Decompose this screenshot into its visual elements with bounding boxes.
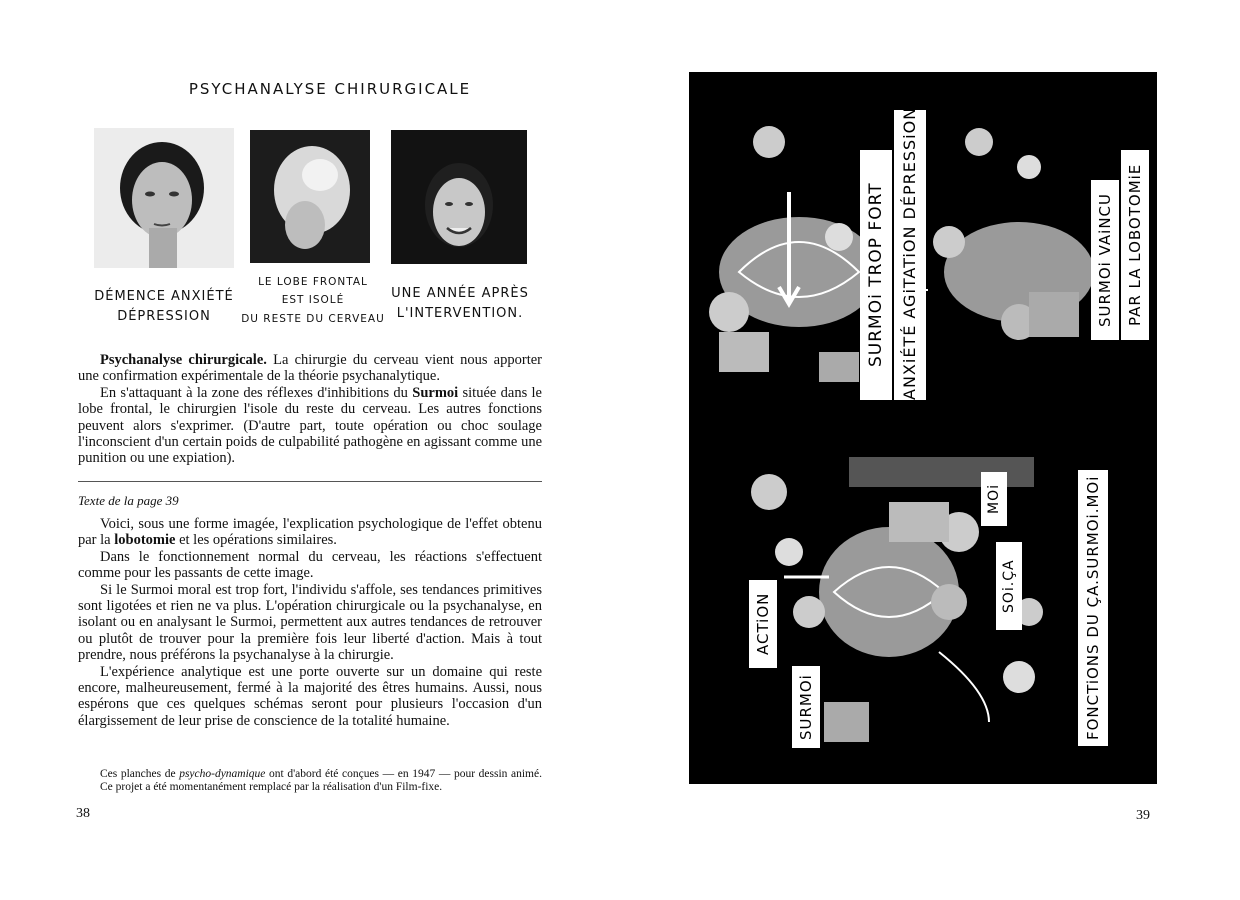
label-par-la-lobotomie: PAR LA LOBOTOMiE bbox=[1121, 150, 1149, 340]
page-number-right: 39 bbox=[1136, 808, 1150, 823]
paragraph-text: située dans le lobe frontal, le chirurgien l'isole du reste du cerveau. Les autres fonctions peuvent alors s'exprimer. (D'autre part, toute opération ou choc soulage l'inconscient d'un certain poids de culpabilité pathogène en agissant comme une punition ou une expiation). bbox=[78, 384, 542, 467]
bold-term: Surmoi bbox=[412, 384, 459, 401]
portrait-after-photo bbox=[391, 130, 527, 264]
footnote bbox=[100, 768, 542, 794]
label-surmoi-vaincu: SURMOi VAiNCU bbox=[1091, 180, 1119, 340]
caption-after-line: UNE ANNÉE APRÈS bbox=[391, 286, 529, 301]
paragraph-text: L'expérience analytique est une porte ouverte sur un domaine qui reste encore, malheureusement, fermé à la majorité des êtres humains. Aussi, nous espérons que ces quelques schémas seront pour plusieurs l'occasion d'un élargissement de leur prise de conscience de la totalité humaine. bbox=[78, 663, 542, 729]
label-action: ACTiON bbox=[749, 580, 777, 668]
caption-before-line: DÉPRESSION bbox=[117, 308, 211, 324]
caption-before bbox=[88, 287, 240, 326]
paragraph-text: Dans le fonctionnement normal du cerveau, les réactions s'effectuent comme pour les passants de cette image. bbox=[78, 548, 542, 582]
frontal-lobe-photo bbox=[250, 130, 370, 263]
caption-middle-line: LE LOBE FRONTAL bbox=[258, 276, 368, 288]
footnote-text: ont d'abord été conçues — en 1947 — pour dessin animé. Ce projet a été momentanément remplacé par la réalisation d'un Film-fixe. bbox=[100, 768, 542, 793]
label-moi: MOi bbox=[981, 472, 1007, 526]
body-paragraph-surgery bbox=[78, 352, 542, 467]
label-surmoi-trop-fort: SURMOi TROP FORT bbox=[860, 150, 892, 400]
paragraph-text: et les opérations similaires. bbox=[175, 532, 337, 549]
paragraph-lead: Psychanalyse chirurgicale. bbox=[100, 352, 267, 368]
caption-before-line: DÉMENCE ANXIÉTÉ bbox=[94, 289, 234, 304]
section-heading: Texte de la page 39 bbox=[78, 493, 179, 508]
paragraph-text: En s'attaquant à la zone des réflexes d'inhibitions du bbox=[100, 384, 413, 401]
paragraph-text: Si le Surmoi moral est trop fort, l'individu s'affole, ses tendances primitives sont ligotées et rien ne va plus. L'opération chirurgicale ou la psychanalyse, en isolant ou en analysant le Surmoi, permettent aux autres tendances de retrouver ou plutôt de trouver pour la première fois leur liberté d'action. Mais à tout prendre, nous préférons la psychanalyse à la chirurgie. bbox=[78, 581, 542, 664]
figure-title: PSYCHANALYSE CHIRURGICALE bbox=[188, 80, 472, 98]
footnote-text: Ces planches de bbox=[100, 768, 180, 780]
paragraph-text: La chirurgie du cerveau vient nous apporter une confirmation expérimentale de la théorie psychanalytique. bbox=[78, 352, 542, 385]
psychodynamic-plate bbox=[689, 72, 1157, 784]
label-surmoi: SURMOi bbox=[792, 666, 820, 748]
portrait-before-photo bbox=[94, 128, 234, 268]
section-divider bbox=[78, 481, 542, 482]
caption-middle-line: EST ISOLÉ bbox=[281, 294, 345, 307]
paragraph-text: Voici, sous une forme imagée, l'explication psychologique de l'effet obtenu par la bbox=[78, 516, 542, 549]
page-number-left: 38 bbox=[76, 806, 90, 821]
caption-after bbox=[386, 284, 534, 323]
caption-middle-line: DU RESTE DU CERVEAU bbox=[241, 312, 385, 325]
footnote-term: psycho-dynamique bbox=[179, 768, 266, 780]
label-anxiete: ANXiÉTÉ AGiTATiON DÉPRESSiON bbox=[894, 110, 926, 400]
caption-middle bbox=[238, 273, 388, 328]
label-fonctions: FONCTiONS DU ÇA.SURMOi.MOi bbox=[1078, 470, 1108, 746]
body-paragraph-explanation bbox=[78, 516, 542, 729]
label-soi-ca: SOi.ÇA bbox=[996, 542, 1022, 630]
bold-term: lobotomie bbox=[114, 532, 176, 549]
caption-after-line: L'INTERVENTION. bbox=[396, 305, 524, 321]
